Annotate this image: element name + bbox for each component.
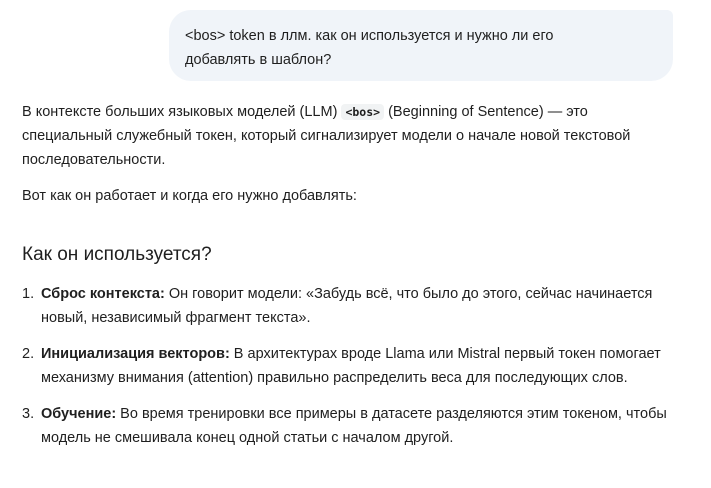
list-item-number: 1. [22, 286, 35, 302]
list-item [22, 402, 682, 450]
assistant-response [22, 100, 682, 208]
numbered-list [22, 282, 682, 462]
list-item-title: Инициализация векторов: [41, 346, 230, 362]
user-message-line: <bos> token в ллм. как он используется и нужно ли его [185, 28, 554, 44]
list-item [22, 342, 682, 390]
list-item [22, 282, 682, 330]
user-message-line: добавлять в шаблон? [185, 52, 332, 68]
lead-paragraph: Вот как он работает и когда его нужно добавлять: [22, 188, 357, 204]
inline-code-bos: <bos> [341, 104, 384, 120]
intro-paragraph [22, 100, 682, 172]
intro-text-continued: (Beginning of Sentence) — это специальный служебный токен, который сигнализирует модели о начале новой текстовой последовательности. [22, 104, 631, 168]
intro-text: В контексте больших языковых моделей (LLM) [22, 104, 342, 120]
list-item-title: Обучение: [41, 406, 117, 422]
list-item-number: 2. [22, 346, 35, 362]
user-message-bubble [169, 10, 673, 81]
section-heading: Как он используется? [22, 244, 212, 265]
list-item-text: Он говорит модели: «Забудь всё, что было до этого, сейчас начинается новый, независимый фрагмент текста». [41, 286, 653, 326]
list-item-text: В архитектурах вроде Llama или Mistral первый токен помогает механизму внимания (attention) правильно распределить веса для последующих слов. [41, 346, 661, 386]
list-item-title: Сброс контекста: [41, 286, 165, 302]
list-item-number: 3. [22, 406, 35, 422]
list-item-text: Во время тренировки все примеры в датасете разделяются этим токеном, чтобы модель не смешивала конец одной статьи с началом другой. [41, 406, 667, 446]
